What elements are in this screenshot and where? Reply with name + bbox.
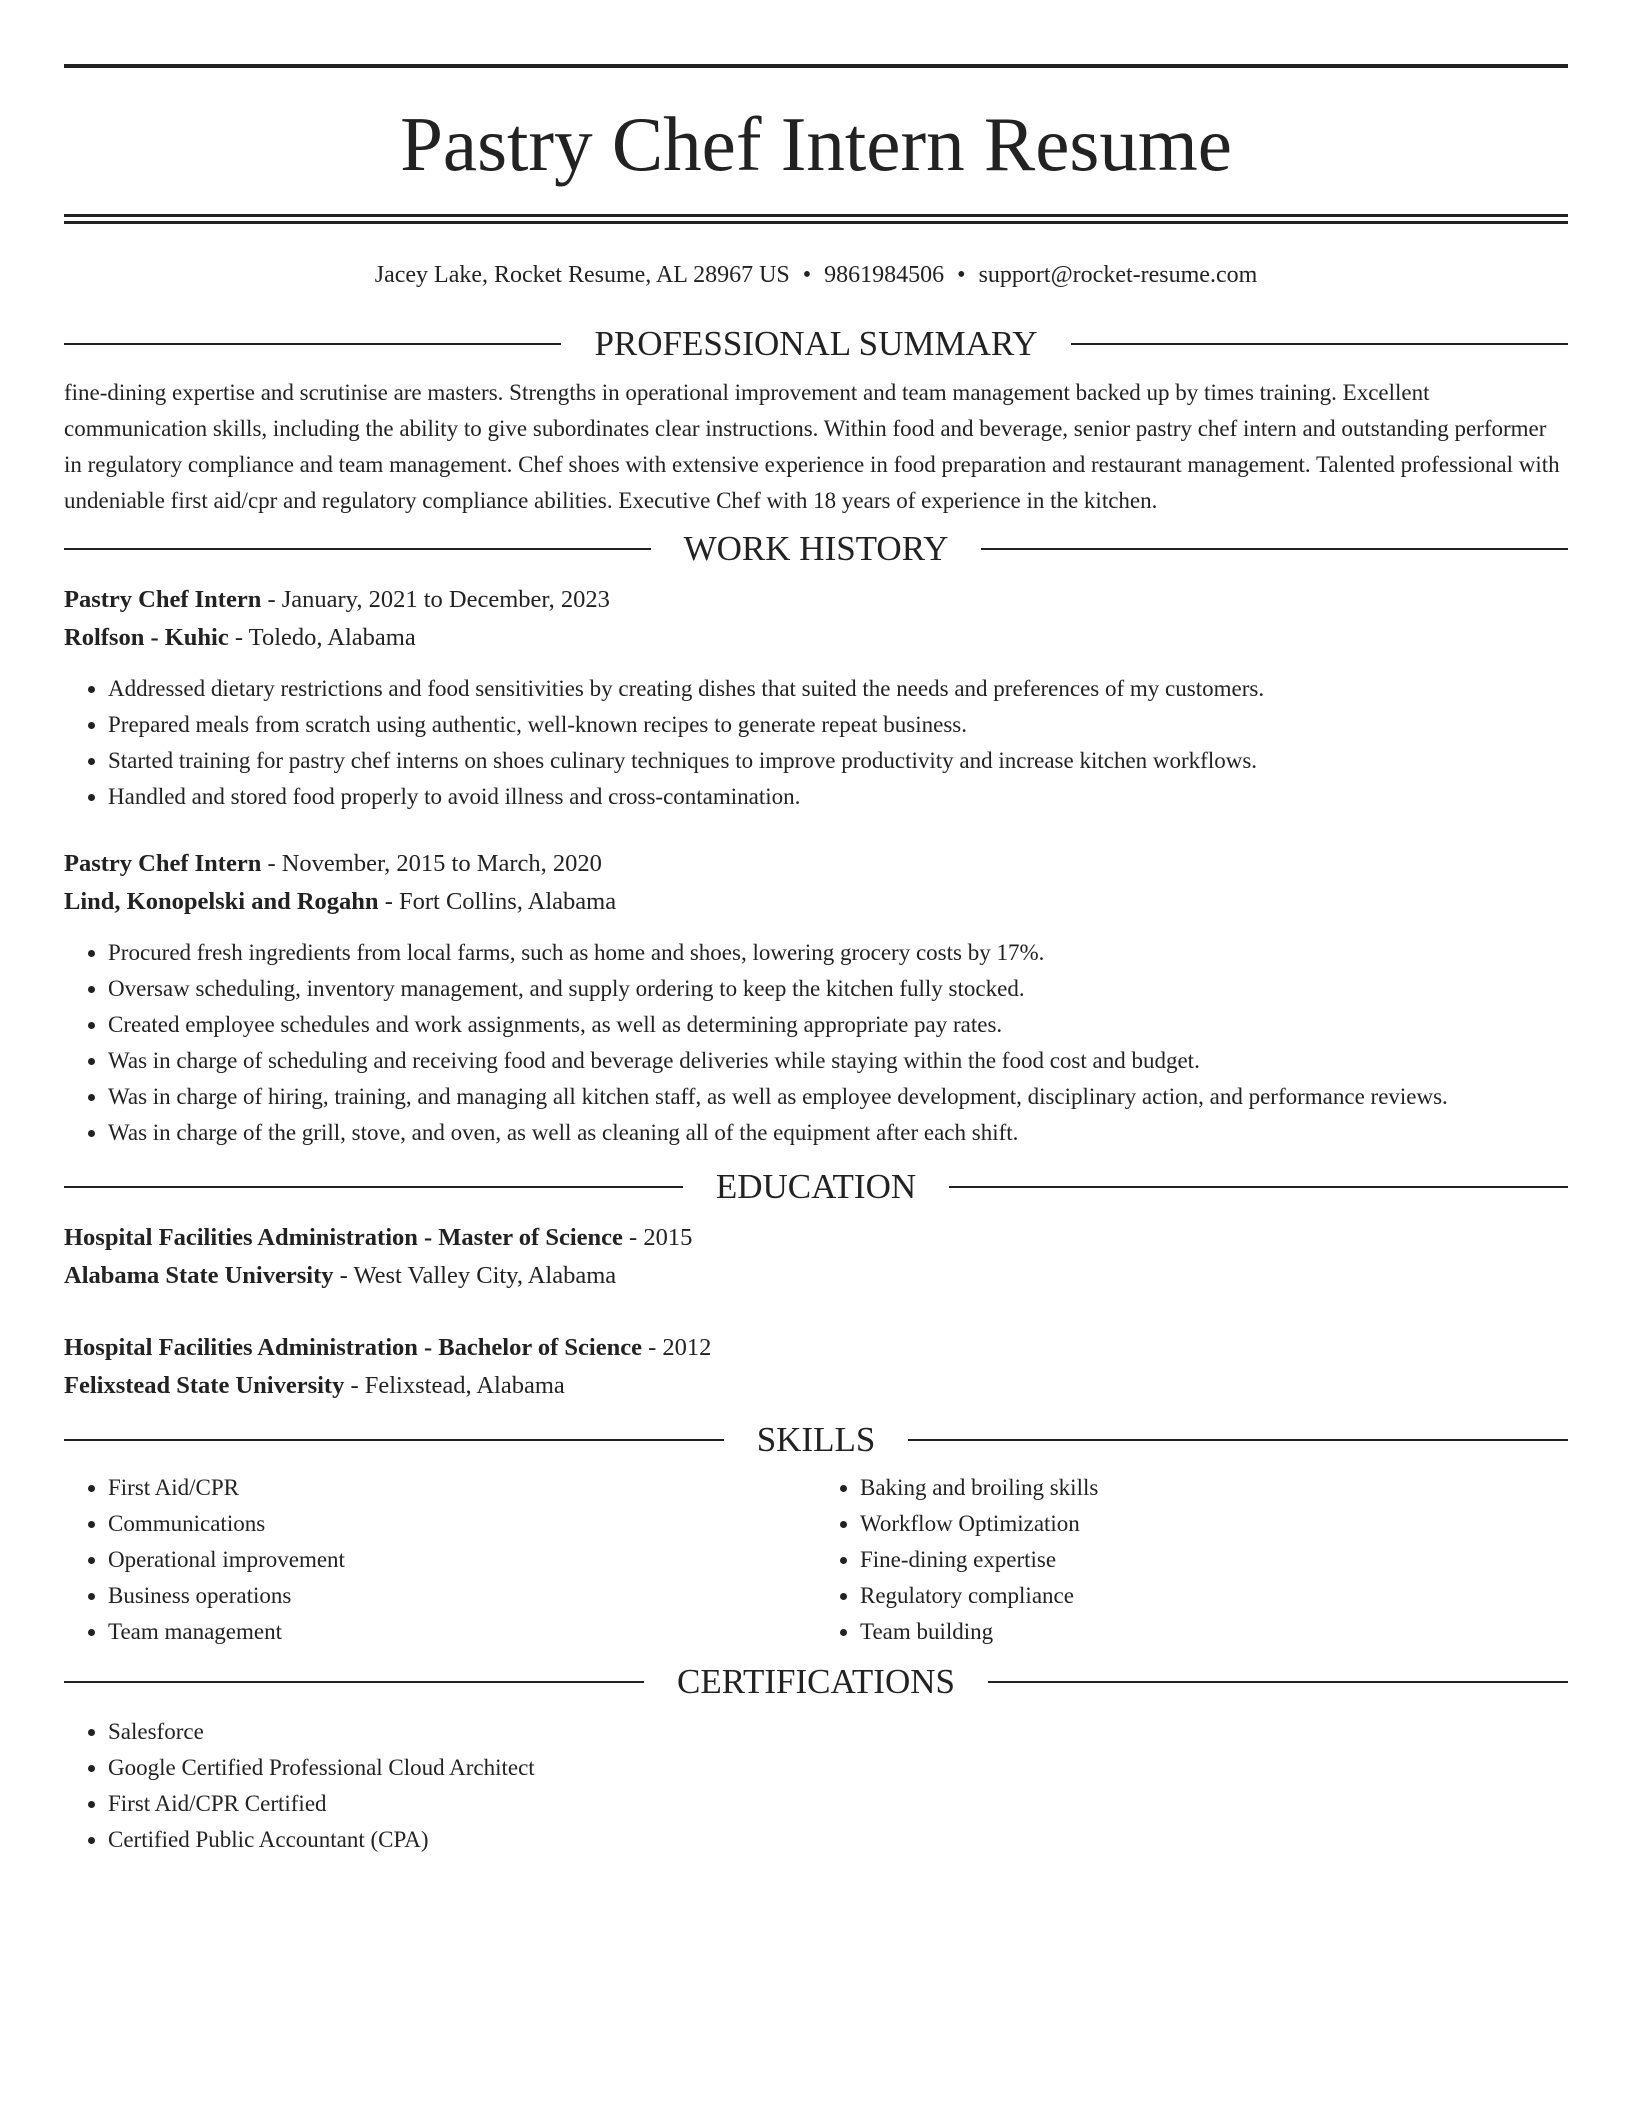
list-item: • Salesforce — [108, 1714, 1568, 1750]
job-location: - Toledo, Alabama — [228, 624, 416, 651]
contact-line — [64, 260, 1568, 290]
education-degree: Hospital Facilities Administration - Bachelor of Science — [64, 1334, 642, 1361]
skills-grid — [64, 1470, 1568, 1650]
list-item: • Handled and stored food properly to avoid illness and cross-contamination. — [108, 779, 1568, 815]
page-title: Pastry Chef Intern Resume — [400, 101, 1232, 187]
section-title: SKILLS — [756, 1420, 876, 1459]
education-entry — [64, 1329, 1568, 1405]
section-header-certifications — [64, 1662, 1568, 1702]
list-item: • Team building — [860, 1614, 1568, 1650]
education-location: - Felixstead, Alabama — [344, 1372, 565, 1399]
list-item: • Was in charge of hiring, training, and managing all kitchen staff, as well as employee development, disciplinary action, and performance reviews. — [108, 1079, 1568, 1115]
section-rule — [64, 1186, 683, 1188]
list-item: • Started training for pastry chef interns on shoes culinary techniques to improve productivity and increase kitchen workflows. — [108, 743, 1568, 779]
job-location: - Fort Collins, Alabama — [378, 888, 617, 915]
list-item: • Regulatory compliance — [860, 1578, 1568, 1614]
section-header-summary — [64, 324, 1568, 364]
section-header-skills — [64, 1420, 1568, 1460]
skills-column-left — [64, 1470, 816, 1650]
section-header-education — [64, 1167, 1568, 1207]
job-company: Rolfson - Kuhic — [64, 624, 229, 651]
section-rule — [64, 548, 651, 550]
section-rule — [1071, 343, 1568, 345]
list-item: • Team management — [108, 1614, 816, 1650]
education-degree-line — [64, 1329, 1568, 1367]
section-rule — [949, 1186, 1568, 1188]
contact-email: support@rocket-resume.com — [978, 262, 1258, 288]
job-entry — [64, 845, 1568, 1151]
list-item: • Was in charge of scheduling and receiving food and beverage deliveries while staying within the food cost and budget. — [108, 1043, 1568, 1079]
job-company-line — [64, 619, 1568, 657]
list-item: • First Aid/CPR Certified — [108, 1786, 1568, 1822]
list-item: • Addressed dietary restrictions and food sensitivities by creating dishes that suited the needs and preferences of my customers. — [108, 671, 1568, 707]
section-rule — [908, 1439, 1568, 1441]
section-title: PROFESSIONAL SUMMARY — [594, 324, 1038, 363]
list-item: • Oversaw scheduling, inventory management, and supply ordering to keep the kitchen fully stocked. — [108, 971, 1568, 1007]
list-item: • Fine-dining expertise — [860, 1542, 1568, 1578]
education-year: - 2012 — [641, 1334, 712, 1361]
section-rule — [981, 548, 1568, 550]
list-item: • Procured fresh ingredients from local farms, such as home and shoes, lowering grocery costs by 17%. — [108, 935, 1568, 971]
section-title: EDUCATION — [715, 1167, 917, 1206]
education-school: Alabama State University — [64, 1262, 334, 1289]
section-rule — [64, 343, 561, 345]
list-item: • First Aid/CPR — [108, 1470, 816, 1506]
education-degree: Hospital Facilities Administration - Master of Science — [64, 1224, 623, 1251]
section-title: CERTIFICATIONS — [677, 1662, 955, 1701]
list-item: • Communications — [108, 1506, 816, 1542]
list-item: • Workflow Optimization — [860, 1506, 1568, 1542]
contact-address: Jacey Lake, Rocket Resume, AL 28967 US — [374, 262, 790, 288]
section-rule — [64, 1439, 724, 1441]
resume-page — [64, 64, 1568, 1858]
section-header-work — [64, 529, 1568, 569]
job-bullets — [64, 935, 1568, 1151]
top-rule — [64, 64, 1568, 68]
list-item: • Google Certified Professional Cloud Architect — [108, 1750, 1568, 1786]
job-company-line — [64, 883, 1568, 921]
summary-text: fine-dining expertise and scrutinise are masters. Strengths in operational improvement and team management backed up by times training. Excellent communication skills, including the ability to give subordinates clear instructions. Within food and beverage, senior pastry chef intern and outstanding performer in regulatory compliance and team management. Chef shoes with extensive experience in food preparation and restaurant management. Talented professional with undeniable first aid/cpr and regulatory compliance abilities. Executive Chef with 18 years of experience in the kitchen. — [64, 380, 1560, 513]
list-item: • Certified Public Accountant (CPA) — [108, 1822, 1568, 1858]
list-item: • Was in charge of the grill, stove, and oven, as well as cleaning all of the equipment after each shift. — [108, 1115, 1568, 1151]
education-school-line — [64, 1257, 1568, 1295]
education-location: - West Valley City, Alabama — [333, 1262, 617, 1289]
job-title-line — [64, 581, 1568, 619]
skills-column-right — [816, 1470, 1568, 1650]
list-item: • Operational improvement — [108, 1542, 816, 1578]
contact-separator: • — [957, 262, 966, 288]
job-dates: - January, 2021 to December, 2023 — [261, 586, 610, 613]
contact-separator: • — [802, 262, 812, 288]
list-item: • Prepared meals from scratch using authentic, well-known recipes to generate repeat business. — [108, 707, 1568, 743]
contact-phone: 9861984506 — [824, 262, 945, 288]
section-rule — [988, 1681, 1568, 1683]
education-degree-line — [64, 1219, 1568, 1257]
job-bullets — [64, 671, 1568, 815]
education-year: - 2015 — [622, 1224, 693, 1251]
job-entry — [64, 581, 1568, 815]
title-double-rule — [64, 214, 1568, 224]
list-item: • Created employee schedules and work assignments, as well as determining appropriate pay rates. — [108, 1007, 1568, 1043]
job-company: Lind, Konopelski and Rogahn — [64, 888, 379, 915]
education-entry — [64, 1219, 1568, 1295]
job-title: Pastry Chef Intern — [64, 850, 262, 877]
list-item: • Business operations — [108, 1578, 816, 1614]
list-item: • Baking and broiling skills — [860, 1470, 1568, 1506]
job-title-line — [64, 845, 1568, 883]
section-rule — [64, 1681, 644, 1683]
education-school-line — [64, 1367, 1568, 1405]
certifications-list — [64, 1714, 1568, 1858]
section-title: WORK HISTORY — [683, 529, 949, 568]
job-dates: - November, 2015 to March, 2020 — [261, 850, 602, 877]
job-title: Pastry Chef Intern — [64, 586, 262, 613]
education-school: Felixstead State University — [64, 1372, 345, 1399]
